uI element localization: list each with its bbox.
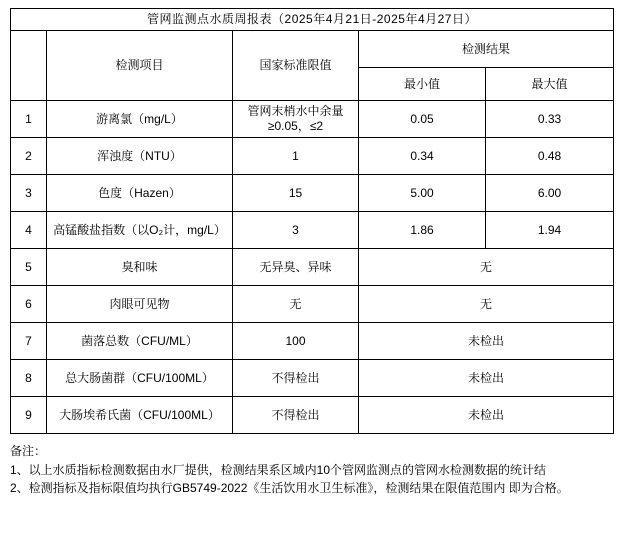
table-row bbox=[11, 101, 614, 138]
row-standard: 管网末梢水中余量≥0.05，≤2 bbox=[233, 101, 359, 138]
row-min: 0.34 bbox=[359, 138, 486, 175]
row-max: 6.00 bbox=[486, 175, 614, 212]
header-min: 最小值 bbox=[359, 68, 486, 101]
row-index: 3 bbox=[11, 175, 47, 212]
row-index: 5 bbox=[11, 249, 47, 286]
table-row bbox=[11, 249, 614, 286]
row-standard: 不得检出 bbox=[233, 360, 359, 397]
table-row bbox=[11, 138, 614, 175]
row-index: 8 bbox=[11, 360, 47, 397]
row-item: 游离氯（mg/L） bbox=[47, 101, 233, 138]
table-row bbox=[11, 175, 614, 212]
row-max: 0.48 bbox=[486, 138, 614, 175]
row-result: 无 bbox=[359, 286, 614, 323]
row-result: 未检出 bbox=[359, 397, 614, 434]
report-page bbox=[0, 8, 623, 538]
row-item: 总大肠菌群（CFU/100ML） bbox=[47, 360, 233, 397]
header-result: 检测结果 bbox=[359, 31, 614, 68]
table-header-row-main bbox=[11, 31, 614, 68]
row-item: 高锰酸盐指数（以O₂计，mg/L） bbox=[47, 212, 233, 249]
table-row bbox=[11, 323, 614, 360]
row-min: 5.00 bbox=[359, 175, 486, 212]
header-max: 最大值 bbox=[486, 68, 614, 101]
row-item: 浑浊度（NTU） bbox=[47, 138, 233, 175]
row-index: 4 bbox=[11, 212, 47, 249]
header-item: 检测项目 bbox=[47, 31, 233, 101]
header-index bbox=[11, 31, 47, 101]
table-row bbox=[11, 397, 614, 434]
table-title-row bbox=[11, 9, 614, 31]
row-standard: 不得检出 bbox=[233, 397, 359, 434]
row-standard: 3 bbox=[233, 212, 359, 249]
notes-label: 备注： bbox=[10, 444, 47, 458]
row-item: 臭和味 bbox=[47, 249, 233, 286]
table-row bbox=[11, 286, 614, 323]
row-max: 0.33 bbox=[486, 101, 614, 138]
water-quality-report-table bbox=[10, 8, 614, 434]
row-item: 大肠埃希氏菌（CFU/100ML） bbox=[47, 397, 233, 434]
table-row bbox=[11, 212, 614, 249]
row-item: 菌落总数（CFU/ML） bbox=[47, 323, 233, 360]
page-title: 管网监测点水质周报表（2025年4月21日-2025年4月27日） bbox=[11, 9, 614, 31]
row-index: 9 bbox=[11, 397, 47, 434]
row-index: 1 bbox=[11, 101, 47, 138]
note-line-2: 2、检测指标及指标限值均执行GB5749-2022《生活饮用水卫生标准》，检测结果在限值范围内 即为合格。 bbox=[10, 481, 569, 496]
row-index: 7 bbox=[11, 323, 47, 360]
row-index: 2 bbox=[11, 138, 47, 175]
notes-section bbox=[10, 442, 613, 498]
row-standard: 15 bbox=[233, 175, 359, 212]
note-line-1: 1、以上水质指标检测数据由水厂提供，检测结果系区域内10个管网监测点的管网水检测数据的统计结 bbox=[10, 462, 547, 477]
row-standard: 1 bbox=[233, 138, 359, 175]
row-standard: 无 bbox=[233, 286, 359, 323]
row-result: 未检出 bbox=[359, 360, 614, 397]
row-max: 1.94 bbox=[486, 212, 614, 249]
row-result: 无 bbox=[359, 249, 614, 286]
row-standard: 100 bbox=[233, 323, 359, 360]
row-result: 未检出 bbox=[359, 323, 614, 360]
row-standard: 无异臭、异味 bbox=[233, 249, 359, 286]
row-item: 色度（Hazen） bbox=[47, 175, 233, 212]
row-min: 1.86 bbox=[359, 212, 486, 249]
row-index: 6 bbox=[11, 286, 47, 323]
row-min: 0.05 bbox=[359, 101, 486, 138]
header-standard: 国家标准限值 bbox=[233, 31, 359, 101]
row-item: 肉眼可见物 bbox=[47, 286, 233, 323]
table-row bbox=[11, 360, 614, 397]
